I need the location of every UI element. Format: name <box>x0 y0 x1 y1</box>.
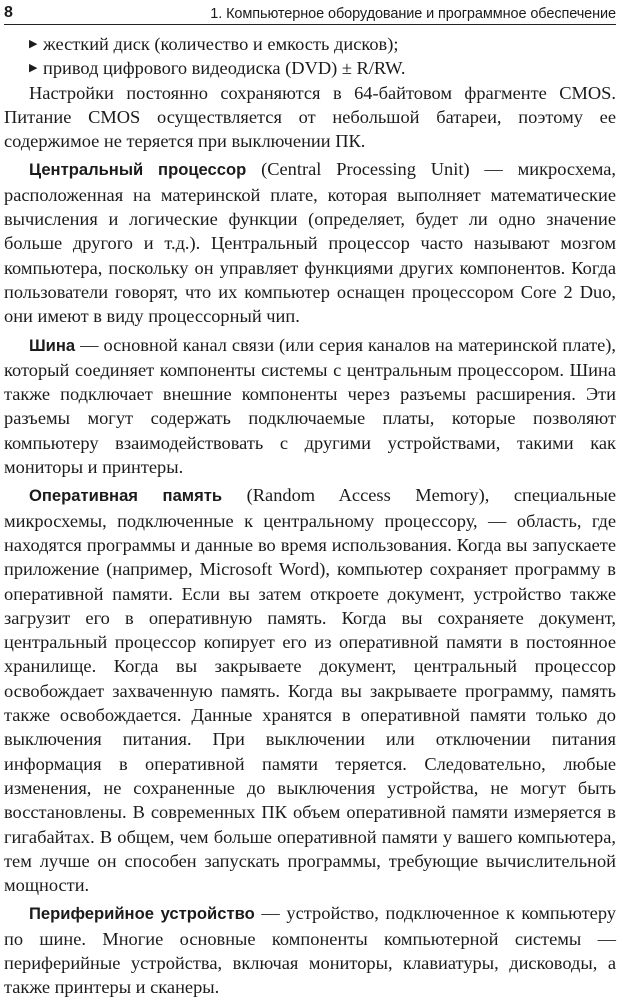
term-ram: Оперативная память <box>29 486 223 506</box>
paragraph-text: (Central Processing Unit) — микросхема, расположенная на материнской плате, которая выполняет математические вычисления и логические функции (определяет, будет ли одно значение больше другого и т.д.). Центральный процессор часто называют мозгом компьютера, поскольку он управляет функциями других компонентов. Когда пользователи говорят, что их компьютер оснащен процессором Core 2 Duo, они имеют в виду процессорный чип. <box>4 159 616 327</box>
bullet-text: привод цифрового видеодиска (DVD) ± R/RW. <box>43 58 406 79</box>
paragraph-ram <box>4 483 616 897</box>
bullet-text: жесткий диск (количество и емкость дисков); <box>43 34 399 54</box>
paragraph-text: — устройство, подключенное к компьютеру по шине. Многие основные компоненты компьютерной системы — периферийные устройства, включая мониторы, клавиатуры, дисководы, а также принтеры и сканеры. <box>4 903 616 998</box>
paragraph-bus <box>4 333 616 480</box>
running-title: 1. Компьютерное оборудование и программное обеспечение <box>210 6 616 22</box>
paragraph-cpu <box>4 157 616 328</box>
right-triangle-icon: ▶ <box>29 38 38 50</box>
page-header <box>4 0 616 25</box>
page-number: 8 <box>4 4 13 21</box>
page-body <box>4 32 616 1000</box>
bullet-item <box>4 56 616 80</box>
term-cpu: Центральный процессор <box>29 160 247 180</box>
term-peripheral: Периферийное устройство <box>29 904 255 924</box>
bullet-item <box>4 32 616 56</box>
paragraph-cmos <box>4 81 616 154</box>
paragraph-text: Настройки постоянно сохраняются в 64-байтовом фрагменте CMOS. Питание CMOS осуществляется от небольшой батареи, поэтому ее содержимое не теряется при выключении ПК. <box>4 82 616 152</box>
term-bus: Шина <box>29 335 76 355</box>
paragraph-peripheral <box>4 901 616 999</box>
paragraph-text: (Random Access Memory), специальные микросхемы, подключенные к центральному процессору, — область, где находятся программы и данные во время использования. Когда вы запускаете приложение (например, Microsoft Word), компьютер сохраняет программу в оперативной памяти. Если вы затем откроете документ, устройство также загрузит его в оперативную память. Когда вы сохраняете документ, центральный процессор копирует его из оперативной памяти в постоянное хранилище. Когда вы закрываете документ, центральный процессор освобождает захваченную память. Когда вы закрываете программу, память также освобождается. Данные хранятся в оперативной памяти только до выключения питания. При выключении или отключении питания информация в оперативной памяти теряется. Следовательно, любые изменения, не сохраненные до выключения устройства, не могут быть восстановлены. В современных ПК объем оперативной памяти измеряется в гигабайтах. В общем, чем больше оперативной памяти у вашего компьютера, тем лучше он способен запускать программы, требующие вычислительной мощности. <box>4 485 616 896</box>
right-triangle-icon: ▶ <box>29 62 38 75</box>
paragraph-text: — основной канал связи (или серия каналов на материнской плате), который соединяет компоненты системы с центральным процессором. Шина также подключает внешние компоненты через разъемы расширения. Эти разъемы могут содержать подключаемые платы, которые позволяют компьютеру взаимодействовать с другими устройствами, такими как мониторы и принтеры. <box>4 334 616 478</box>
